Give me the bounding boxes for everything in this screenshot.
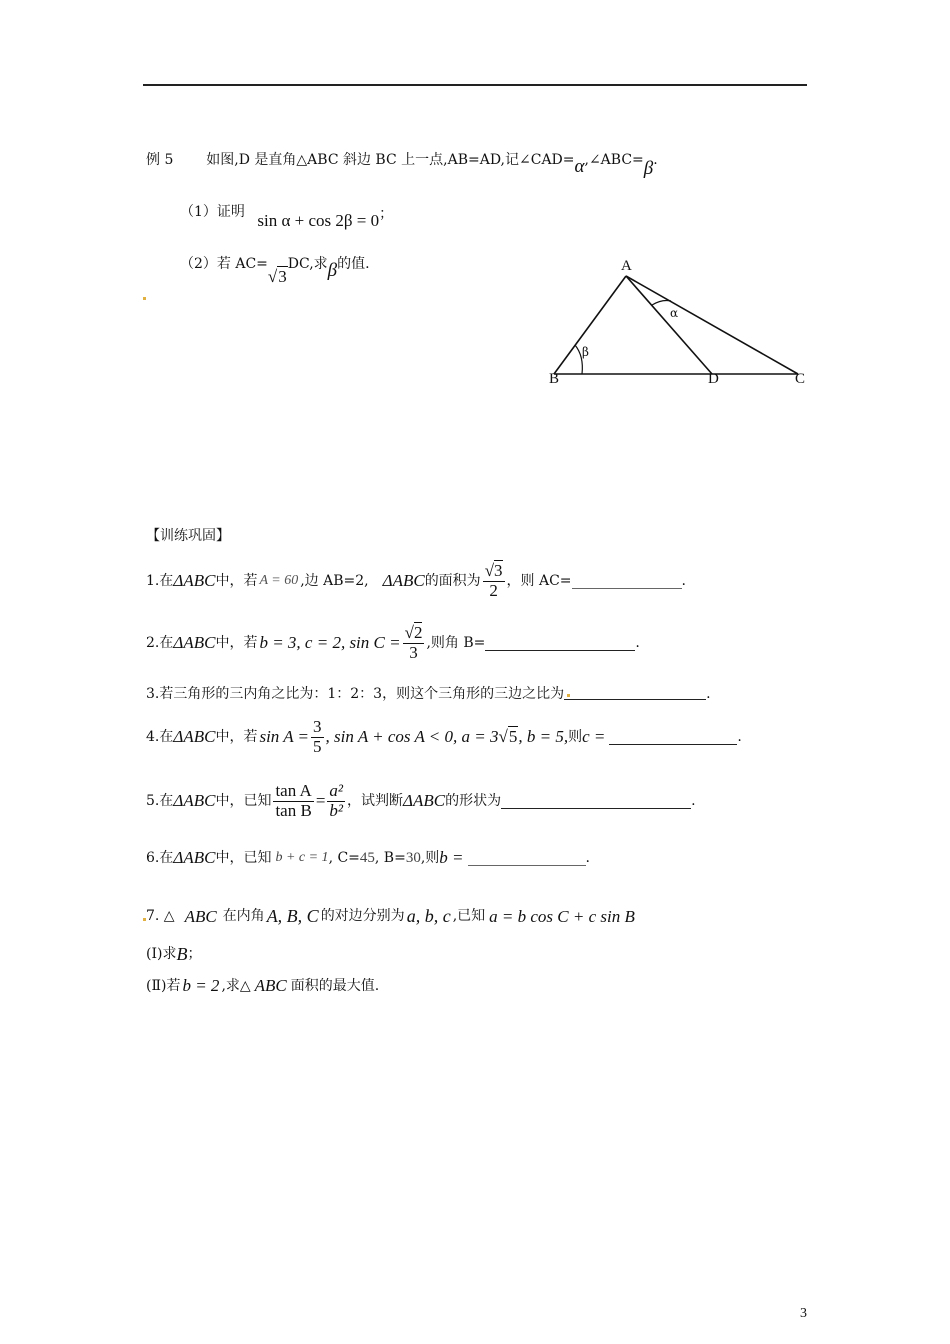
q7-part1-end: ；	[187, 946, 202, 963]
label-D: D	[708, 371, 719, 387]
q4-frac-num: 3	[313, 717, 322, 736]
q7-part2-mid: ,求△	[221, 977, 251, 994]
q6-b-value: 30	[405, 850, 421, 867]
q4-sqrt-radicand: 5	[508, 726, 518, 746]
q6-answer-blank[interactable]	[468, 851, 586, 866]
q1-condition: A = 60	[259, 572, 299, 588]
q6-text3: , B=	[374, 849, 406, 866]
q4-condition-c: , b = 5,	[518, 726, 569, 746]
q5-frac1-den: tan B	[275, 800, 312, 820]
example5-part2	[180, 256, 370, 287]
q5-fraction-2	[327, 782, 345, 820]
q4-prefix: 4.在	[146, 728, 174, 745]
q5-frac1-num: tan A	[275, 781, 312, 800]
q2-end: .	[635, 634, 640, 651]
q4-sqrt: √5	[498, 726, 518, 746]
q4-fraction	[311, 718, 324, 756]
example5-stem	[146, 152, 658, 181]
question-1	[146, 562, 686, 600]
q7-text2: 的对边分别为	[320, 908, 405, 925]
q6-text1: 中，已知	[215, 849, 272, 866]
segment-AD	[626, 276, 712, 374]
segment-AB	[554, 276, 626, 374]
beta-symbol: β	[643, 158, 654, 179]
sqrt3-radicand: 3	[278, 267, 287, 286]
alpha-arc	[652, 301, 671, 306]
q1-frac-den: 2	[489, 580, 498, 600]
q2-frac-den: 3	[409, 642, 418, 662]
q4-answer-blank[interactable]	[609, 730, 737, 745]
example5-label: 例 5	[146, 152, 174, 168]
q7-text3: ,已知	[452, 908, 486, 925]
question-3	[146, 685, 711, 703]
q2-answer-blank[interactable]	[485, 636, 635, 651]
example5-stem-text-b: ,∠ABC=	[584, 152, 644, 168]
q5-answer-blank[interactable]	[501, 794, 691, 809]
q7-part1-var: B	[176, 944, 188, 964]
segment-AC	[626, 276, 798, 374]
q4-condition-b: , sin A + cos A < 0, a = 3	[325, 726, 499, 746]
q5-triangle: ΔABC	[173, 790, 216, 810]
q7-part2-end: 面积的最大值.	[290, 977, 380, 994]
page-number: 3	[800, 1306, 807, 1321]
q3-end: .	[706, 686, 711, 702]
q7-triangle: ABC	[184, 906, 217, 926]
q7-part2-label: (Ⅱ)若	[146, 977, 181, 994]
q7-angles: A, B, C	[266, 906, 319, 926]
q7-part1	[146, 944, 201, 966]
q1-text4: ，则 AC=	[506, 572, 572, 589]
part2-end: 的值.	[337, 256, 370, 272]
q2-fraction: $\frac{√2}{3}$	[404, 623, 423, 662]
stray-dot-3	[143, 918, 146, 921]
q4-text1: 中，若	[215, 728, 258, 745]
q5-text1: 中，已知	[215, 792, 272, 809]
q1-triangle: ΔABC	[173, 570, 216, 590]
q1-triangle2: ΔABC	[382, 570, 425, 590]
label-C: C	[795, 371, 806, 387]
triangle-figure	[540, 250, 820, 400]
q2-condition: b = 3, c = 2, sin C =	[259, 632, 401, 652]
q7-condition: a = b cos C + c sin B	[489, 906, 635, 926]
q2-frac-num: 2	[413, 623, 423, 642]
q1-end: .	[681, 572, 686, 589]
q7-sides: a, b, c	[406, 906, 451, 926]
example5-stem-text-a: 如图,D 是直角△ABC 斜边 BC 上一点,AB=AD,记∠CAD=	[206, 152, 575, 168]
example5-stem-end: .	[653, 152, 658, 168]
q1-fraction: $\frac{√3}{2}$	[484, 561, 503, 600]
part1-formula: sin α + cos 2β = 0	[257, 211, 380, 230]
part2-beta: β	[327, 260, 338, 281]
q1-text2: ,边 AB=2,	[300, 572, 369, 589]
q5-frac2-den: b²	[329, 800, 344, 820]
label-beta: β	[582, 345, 589, 359]
q2-text2: ,则角 B=	[426, 634, 486, 651]
question-4	[146, 718, 742, 756]
q3-text: 3.若三角形的三内角之比为：1：2：3，则这个三角形的三边之比为	[146, 686, 565, 702]
q6-c-value: 45	[359, 850, 375, 867]
example5-part1	[180, 204, 393, 231]
stray-dot-2	[567, 694, 570, 697]
header-rule	[143, 84, 807, 86]
part2-label: （2）若 AC=	[180, 256, 268, 272]
label-A: A	[621, 258, 632, 274]
q2-triangle: ΔABC	[173, 632, 216, 652]
q4-frac-den: 5	[313, 736, 322, 756]
q2-text1: 中，若	[215, 634, 258, 651]
q6-condition: b + c = 1	[275, 849, 329, 865]
q4-triangle: ΔABC	[173, 726, 216, 746]
q6-text4: ,则	[420, 849, 440, 866]
q6-b-var: b =	[439, 848, 464, 867]
q1-answer-blank[interactable]	[572, 574, 682, 589]
q6-end: .	[585, 849, 590, 866]
part2-mid: DC,求	[287, 256, 328, 272]
alpha-symbol: α	[574, 156, 585, 177]
q5-equals: =	[315, 790, 326, 810]
q5-frac2-num: a²	[329, 781, 344, 800]
q7-text1: 在内角	[222, 908, 265, 925]
q6-text2: , C=	[328, 849, 360, 866]
q1-text3: 的面积为	[424, 572, 481, 589]
q4-condition-a: sin A =	[259, 726, 310, 746]
q7-part1-label: (Ⅰ)求	[146, 946, 177, 963]
question-6	[146, 848, 590, 868]
q1-prefix: 1.在	[146, 572, 174, 589]
q7-part2-condition: b = 2	[182, 976, 220, 995]
q6-triangle: ΔABC	[173, 848, 216, 867]
q4-end: .	[737, 728, 742, 745]
section-title: 【训练巩固】	[146, 528, 230, 544]
question-2	[146, 624, 640, 662]
q7-part2-triangle: ABC	[254, 976, 287, 995]
question-5	[146, 782, 696, 820]
label-B: B	[549, 371, 560, 387]
question-7	[146, 906, 635, 928]
q5-text2: ，试判断	[347, 792, 404, 809]
q3-answer-blank[interactable]	[564, 685, 706, 700]
q4-text2: 则	[568, 728, 583, 745]
part1-end: ；	[379, 206, 394, 222]
q5-prefix: 5.在	[146, 792, 174, 809]
q7-part2	[146, 976, 379, 996]
sqrt3: √3	[267, 267, 287, 286]
label-alpha: α	[670, 306, 679, 320]
q7-prefix: 7. △	[146, 908, 175, 925]
q5-fraction-1	[273, 782, 313, 820]
q5-text3: 的形状为	[445, 792, 502, 809]
q1-frac-num: 3	[494, 561, 503, 580]
q4-c-var: c =	[582, 726, 606, 746]
q6-prefix: 6.在	[146, 849, 174, 866]
q1-text1: 中，若	[215, 572, 258, 589]
q5-triangle2: ΔABC	[403, 790, 446, 810]
q2-prefix: 2.在	[146, 634, 174, 651]
stray-dot	[143, 297, 146, 300]
part1-label: （1）证明	[180, 204, 245, 220]
q5-end: .	[691, 792, 696, 809]
